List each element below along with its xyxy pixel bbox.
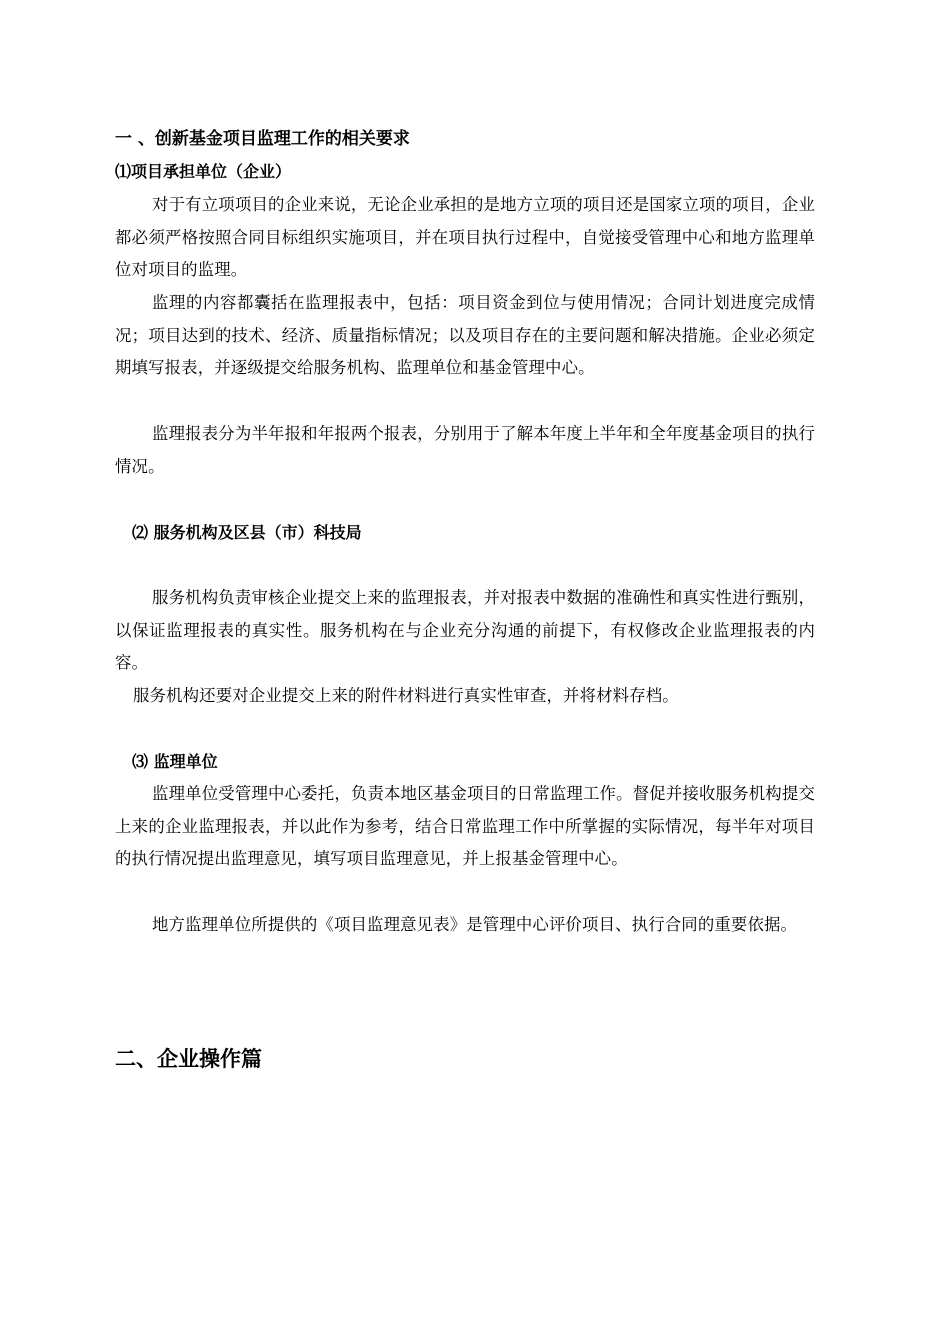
section-2-title: 二、企业操作篇 — [115, 1047, 262, 1071]
subsection-2-paragraph-2: 服务机构还要对企业提交上来的附件材料进行真实性审查，并将材料存档。 — [133, 686, 679, 705]
subsection-1-paragraph-3: 监理报表分为半年报和年报两个报表，分别用于了解本年度上半年和全年度基金项目的执行情况。 — [115, 424, 815, 476]
subsection-3-paragraph-1: 监理单位受管理中心委托，负责本地区基金项目的日常监理工作。督促并接收服务机构提交上来的企业监理报表，并以此作为参考，结合日常监理工作中所掌握的实际情况，每半年对项目的执行情况提出监理意见，填写项目监理意见，并上报基金管理中心。 — [115, 784, 815, 868]
section-1-title: 一 、创新基金项目监理工作的相关要求 — [115, 129, 410, 149]
subsection-2-heading: ⑵ 服务机构及区县（市）科技局 — [132, 523, 362, 542]
subsection-1-heading: ⑴项目承担单位（企业） — [115, 162, 292, 181]
subsection-2-paragraph-1: 服务机构负责审核企业提交上来的监理报表，并对报表中数据的准确性和真实性进行甄别，以保证监理报表的真实性。服务机构在与企业充分沟通的前提下，有权修改企业监理报表的内容。 — [115, 588, 815, 672]
subsection-1-paragraph-2: 监理的内容都囊括在监理报表中，包括：项目资金到位与使用情况；合同计划进度完成情况；项目达到的技术、经济、质量指标情况；以及项目存在的主要问题和解决措施。企业必须定期填写报表，并逐级提交给服务机构、监理单位和基金管理中心。 — [115, 293, 815, 377]
subsection-1-paragraph-1: 对于有立项项目的企业来说，无论企业承担的是地方立项的项目还是国家立项的项目，企业都必须严格按照合同目标组织实施项目，并在项目执行过程中，自觉接受管理中心和地方监理单位对项目的监理。 — [115, 195, 815, 279]
subsection-3-heading: ⑶ 监理单位 — [132, 752, 218, 771]
subsection-3-paragraph-2: 地方监理单位所提供的《项目监理意见表》是管理中心评价项目、执行合同的重要依据。 — [152, 915, 798, 934]
